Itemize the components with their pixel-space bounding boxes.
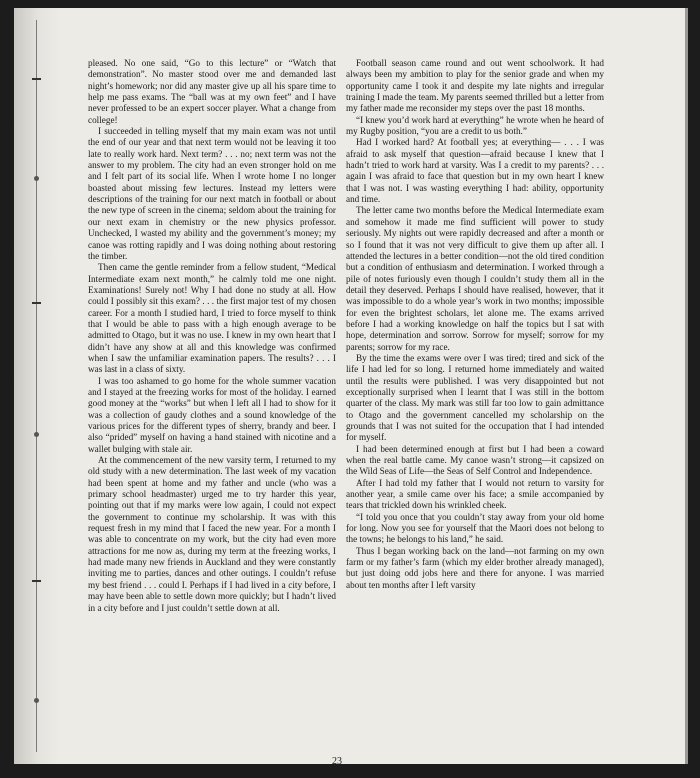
- paragraph: I had been determined enough at first but I had been a coward when the real battle came. My canoe wasn’t strong—it capsized on the Wild Seas of Life—the Seas of Self Control and Independence.: [346, 443, 604, 477]
- binding-line: [36, 20, 37, 752]
- staple-mark: [32, 302, 41, 304]
- binding-hole: [34, 176, 39, 181]
- left-text-column: [88, 58, 336, 614]
- paragraph: pleased. No one said, “Go to this lecture” or “Watch that demonstration”. No master stood over me and demanded last night’s homework; nor did any master give up all his spare time to help me pass exams. The “ball was at my own feet” and I have never professed to be an expert soccer player. What a change from college!: [88, 58, 336, 125]
- paragraph: Football season came round and out went schoolwork. It had always been my ambition to play for the senior grade and when my opportunity came I took it and despite my late nights and irregular training I made the team. My parents seemed thrilled but a letter from my father made me reconsider my steps over the past 18 months.: [346, 58, 604, 114]
- paragraph: I succeeded in telling myself that my main exam was not until the end of our year and that next term would not be leaving it too late to really work hard. Next term? . . . no; next term was not the answer to my problem. The city had an even stronger hold on me and I felt part of its social life. When I wrote home I no longer boasted about missing few lectures. Instead my letters were descriptions of the training for our next match in football or about the new type of screen in the cinema; seldom about the training for our next exam in chemistry or the new physics professor. Unchecked, I wasted my ability and the government’s money; my canoe was rotting rapidly and I was doing nothing about restoring the timber.: [88, 126, 336, 261]
- page-number-container: [14, 756, 688, 764]
- paragraph: At the commencement of the new varsity term, I returned to my old study with a new determination. The last week of my vacation had been spent at home and my father and uncle (who was a primary school headmaster) urged me to try harder this year, pointing out that if my marks were low again, I could not expect the government to continue my scholarship. It was with this request fresh in my mind that I faced the new year. For a month I was able to concentrate on my work, but the city had even more attractions for me now as, during my term at the freezing works, I had made many new friends in Auckland and they were constantly inviting me to parties, dances and other outings. I couldn’t refuse my best friend . . . could I. Perhaps if I had lived in a city before, I may have been able to settle down more quickly; but I hadn’t lived in a city before and I just couldn’t settle down at all.: [88, 455, 336, 613]
- paragraph: The letter came two months before the Medical Intermediate exam and somehow it made me find sufficient will power to study seriously. My nights out were rapidly decreased and after a month or so I found that it was not very difficult to give them up after all. I attended the lectures in a better condition—not the old tired condition but a condition of enthusiasm and determination. I worked through a pile of notes furiously even though I couldn’t study them all in the detail they deserved. Perhaps I should have realised, however, that it was impossible to do a whole year’s work in two months; impossible for even the brightest scholars, let alone me. The exams arrived before I had a working knowledge on half the topics but I sat with hope, determination and sorrow. Sorrow for myself; sorrow for my parents; sorrow for my race.: [346, 205, 604, 352]
- staple-mark: [32, 580, 41, 582]
- binding-hole: [34, 698, 39, 703]
- book-page: [14, 8, 688, 764]
- paragraph: “I knew you’d work hard at everything” he wrote when he heard of my Rugby position, “you are a credit to us both.”: [346, 114, 604, 137]
- binding-hole: [34, 432, 39, 437]
- paragraph: “I told you once that you couldn’t stay away from your old home for long. Now you see for yourself that the Maori does not belong to the towns; he belongs to his land,” he said.: [346, 511, 604, 545]
- page-number: 23: [332, 756, 342, 764]
- page-edge: [685, 8, 688, 764]
- paragraph: Had I worked hard? At football yes; at everything— . . . I was afraid to ask myself that question—afraid because I knew that I hadn’t tried to work hard at varsity. Was I a credit to my parents? . . . again I was afraid to face that question but in my own heart I knew that I was not. I was wasting everything I had: ability, opportunity and time.: [346, 137, 604, 205]
- paragraph: After I had told my father that I would not return to varsity for another year, a smile came over his face; a smile accompanied by tears that trickled down his wrinkled cheek.: [346, 477, 604, 511]
- paragraph: I was too ashamed to go home for the whole summer vacation and I stayed at the freezing works for most of the holiday. I earned good money at the “works” but when I left all I had to show for it was a collection of gaudy clothes and a sound knowledge of the various prices for the different types of sherry, brandy and beer. I also “prided” myself on having a hand stained with nicotine and a wallet bulging with stale air.: [88, 375, 336, 454]
- right-text-column: [346, 58, 604, 591]
- paragraph: Thus I began working back on the land—not farming on my own farm or my father’s farm (which my elder brother already managed), but just doing odd jobs here and there for anyone. I was married about ten months after I left varsity: [346, 545, 604, 590]
- staple-mark: [32, 78, 41, 80]
- paragraph: Then came the gentle reminder from a fellow student, “Medical Intermediate exam next month,” he calmly told me one night. Examinations! Surely not! Why I had done no study at all. How could I possibly sit this exam? . . . the first major test of my chosen career. For a month I studied hard, I tried to force myself to think that I would be able to pass with a high enough average to be admitted to Otago, but it was no use. I knew in my own heart that I didn’t have any show at all and this knowledge was confirmed when I saw the unfamiliar examination papers. The results? . . . I was last in a class of sixty.: [88, 262, 336, 375]
- paragraph: By the time the exams were over I was tired; tired and sick of the life I had led for so long. I returned home immediately and waited until the results were published. I was very disappointed but not exceptionally surprised when I learnt that I was still in the bottom quarter of the class. My mark was still far too low to gain admittance to Otago and the government cancelled my scholarship on the grounds that I was not suited for the occupation that I had intended for myself.: [346, 352, 604, 443]
